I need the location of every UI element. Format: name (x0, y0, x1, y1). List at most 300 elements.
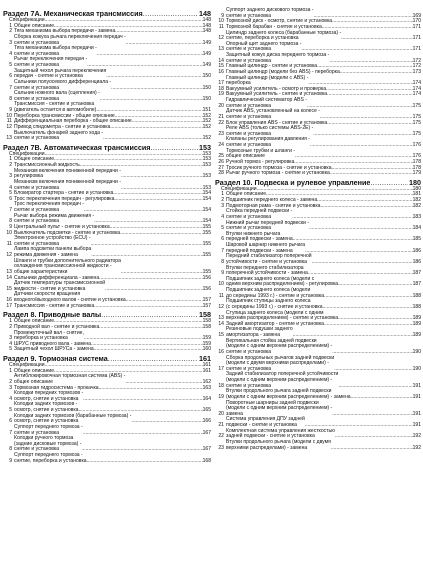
entry-number: 12 (6, 252, 12, 258)
entry-title: Передний стабилизатор поперечной устойчивости - снятие и установка (226, 253, 312, 265)
entry-title: Вертикальная стойка задней подвески (модели с одним верхним распределением) - снятие и установка (226, 337, 333, 355)
leader-dots (313, 132, 412, 138)
entry-number: 6 (9, 418, 12, 425)
entry-title: Колодки задних тормозов (барабанные тормоза) - осмотр, снятие и установка (14, 412, 132, 425)
entry-number: 1 (9, 367, 12, 374)
entry-title: Общее описание (226, 191, 267, 198)
entry-title: Защитный чехол ШРУСа - замена (14, 346, 94, 353)
entry-number: 7 (9, 207, 12, 213)
entry-title: Шаровой шарнир нижнего рычага передней подвески - замена (226, 242, 306, 254)
entry-page: 192 (412, 433, 421, 440)
toc-entry (3, 402, 211, 413)
entry-title: Тормозной барабан - снятие и установка (226, 23, 322, 30)
entry-page: 155 (202, 240, 211, 247)
entry-title: Рычаг переключения передач - снятие и установка (14, 56, 88, 68)
entry-page: 190 (412, 348, 421, 355)
section-title: Раздел 10. Подвеска и рулевое управление (215, 177, 371, 187)
entry-number: 4 (221, 213, 224, 220)
entry-number: 13 (218, 46, 224, 53)
entry-page: 153 (202, 173, 211, 180)
toc-entry (3, 304, 211, 310)
leader-dots (83, 431, 203, 437)
section-title: Раздел 7B. Автоматическая трансмиссия (3, 142, 151, 152)
leader-dots (310, 143, 413, 149)
entry-title: Цилиндр заднего колеса (барабанные тормоза) - снятие, переборка и установка (226, 29, 342, 42)
entry-number: 3 (9, 39, 12, 46)
leader-dots (115, 29, 202, 35)
entry-number: 8 (221, 258, 224, 265)
toc-entry (215, 137, 421, 148)
entry-title: Сальники полуосевого дифференциала - снятие и установка (14, 78, 112, 91)
toc-entry (215, 401, 421, 418)
entry-title: Главный цилиндр - снятие и установка (226, 63, 318, 70)
entry-title: Промежуточный вал - снятие, переборка и установка (14, 329, 84, 342)
entry-page: 189 (412, 320, 421, 327)
leader-dots (83, 397, 202, 403)
section-page: 161 (199, 354, 211, 363)
leader-dots (99, 276, 202, 282)
entry-title: Общее описание (14, 156, 55, 163)
entry-number: 17 (218, 365, 224, 372)
entry-page: 148 (202, 22, 211, 29)
leader-dots (334, 367, 412, 373)
entry-number: 6 (9, 73, 12, 80)
leader-dots (324, 322, 413, 328)
entry-title: Колодки передних тормозов - осмотр, снятие и установка (14, 390, 84, 402)
toc-entry (215, 356, 421, 373)
entry-title: Трос переключения передач - регулировка (14, 195, 115, 202)
entry-page: 187 (412, 281, 421, 288)
entry-number: 5 (221, 225, 224, 232)
entry-title: Сальники дифференциала - замена (14, 274, 100, 281)
entry-title: Тяга механизма выбора передачи - снятие и установка (14, 45, 97, 57)
entry-number: 7 (9, 429, 12, 436)
entry-number: 23 (218, 130, 224, 137)
entry-title: Рычаг выбора режима движения - снятие и установка (14, 212, 95, 225)
leader-dots (341, 36, 412, 42)
entry-page: 175 (412, 119, 421, 126)
toc-entry (3, 202, 211, 213)
entry-page: 158 (202, 323, 211, 330)
entry-page: 191 (412, 382, 421, 389)
entry-title: Трансмиссия - снятие и установка (14, 302, 95, 309)
entry-title: Сальник ножного вала (сцепления) - снятие и установка (14, 90, 100, 102)
entry-number: 24 (218, 142, 224, 148)
entry-number: 11 (218, 292, 224, 299)
leader-dots (332, 412, 412, 418)
entry-title: Общее описание (14, 367, 55, 374)
entry-number: 19 (218, 393, 224, 400)
leader-dots (94, 304, 202, 310)
leader-dots (108, 354, 198, 363)
entry-page: 155 (202, 252, 211, 258)
entry-title: Механизм включения пониженной передачи - регулировка (14, 167, 121, 180)
leader-dots (120, 231, 202, 237)
entry-number: 13 (218, 315, 224, 322)
entry-page: 149 (202, 62, 211, 68)
leader-dots (305, 249, 412, 255)
entry-page: 150 (202, 95, 211, 102)
entry-title: Тормозной диск - осмотр, снятие и установка (226, 18, 333, 25)
entry-page: 186 (412, 258, 421, 265)
entry-page: 155 (202, 229, 211, 236)
entry-page: 152 (202, 123, 211, 130)
leader-dots (114, 197, 202, 203)
entry-number: 2 (221, 197, 224, 203)
entry-number: 2 (9, 162, 12, 168)
entry-number: 10 (6, 112, 12, 119)
entry-number: 3 (9, 384, 12, 391)
leader-dots (103, 136, 203, 142)
entry-page: 162 (202, 378, 211, 385)
entry-title: Подмоторная рама - снятие и установка (226, 202, 321, 209)
section-title: Раздел 7A. Механическая трансмиссия (3, 9, 143, 18)
entry-page: 157 (202, 297, 211, 303)
entry-page: 178 (412, 158, 421, 165)
toc-entry (3, 247, 211, 258)
entry-number: 1 (221, 191, 224, 198)
entry-number: 3 (9, 173, 12, 180)
toc-left-column (3, 8, 211, 464)
entry-number: 16 (6, 297, 12, 303)
entry-page: 161 (202, 362, 211, 368)
entry-number: 8 (9, 218, 12, 225)
entry-title: Ручной тормоз - регулировка (226, 158, 295, 165)
entry-number: 2 (9, 323, 12, 330)
entry-number: 25 (218, 153, 224, 160)
entry-title: Трансмиссионный жидкость (14, 162, 80, 168)
entry-page: 150 (202, 73, 211, 80)
leader-dots (110, 125, 202, 131)
entry-title: Опорный щит заднего тормоза - снятие и установка (226, 40, 302, 53)
entry-number: 1 (9, 22, 12, 29)
entry-title: Трос переключения передач - снятие и установка (14, 201, 84, 213)
entry-page: 184 (412, 225, 421, 232)
leader-dots (331, 446, 413, 452)
entry-page: 161 (202, 367, 211, 374)
entry-number: 17 (6, 302, 12, 309)
entry-title: Сборка продольных рычагов задней подвески (модели с двумя верхними распределами) - снятие и установка (226, 354, 335, 372)
toc-entry (3, 57, 211, 68)
entry-page: 189 (412, 332, 421, 338)
entry-page: 156 (202, 274, 211, 281)
entry-number: 22 (218, 119, 224, 126)
toc-entry (3, 259, 211, 276)
leader-dots (131, 419, 202, 425)
entry-title: Тяга механизма выбора передачи - замена (14, 28, 116, 35)
entry-page: 156 (202, 285, 211, 292)
toc-entry (3, 347, 211, 353)
entry-page: 176 (412, 142, 421, 148)
entry-number: 5 (9, 346, 12, 353)
entry-page: 153 (202, 162, 211, 168)
entry-number: 16 (218, 68, 224, 75)
leader-dots (351, 395, 413, 401)
entry-number: 6 (221, 236, 224, 243)
section-page: 158 (199, 310, 211, 320)
toc-entry (3, 131, 211, 142)
entry-page: 155 (202, 223, 211, 230)
entry-title: Выключатель фонарей заднего хода - снятие и установка (14, 129, 104, 142)
entry-title: Задний амортизатор - снятие и установка (226, 320, 324, 327)
entry-page: 164 (202, 395, 211, 402)
leader-dots (327, 121, 412, 127)
leader-dots (97, 52, 203, 58)
entry-number: 7 (221, 247, 224, 254)
leader-dots (327, 92, 412, 98)
entry-number: 14 (218, 320, 224, 327)
entry-number: 11 (6, 118, 12, 125)
entry-page: 175 (412, 113, 421, 120)
entry-page: 169 (412, 12, 421, 19)
entry-title: Задний стабилизатор поперечной устойчивости (модели с одним верхним распределением) - снятие и установка (226, 371, 339, 389)
entry-page: 159 (202, 340, 211, 347)
entry-page: 159 (202, 335, 211, 342)
entry-page: 175 (412, 102, 421, 109)
entry-title: Датчик ABS, установленный на колесе - снятие и установка (226, 108, 320, 120)
entry-page: 171 (412, 46, 421, 53)
entry-page: 150 (202, 84, 211, 91)
leader-dots (99, 386, 203, 392)
entry-number: 2 (9, 28, 12, 35)
entry-title: Сборка кожуха рычага переключения передач - снятие и установка (14, 33, 126, 46)
entry-number: 1 (9, 156, 12, 163)
entry-title: ШРУС приводного вала - замена (14, 340, 91, 347)
entry-title: Подшипник ступицы заднего колеса (с середины 1993 г.) - снятие и установка (226, 298, 323, 310)
leader-dots (84, 208, 203, 214)
entry-number: 15 (218, 332, 224, 338)
toc-entry (215, 440, 421, 451)
entry-page: 181 (412, 191, 421, 198)
leader-dots (143, 9, 198, 18)
entry-title: Подшипник переднего колеса - замена (226, 197, 318, 203)
entry-title: Общее описание (14, 22, 55, 29)
entry-page: 172 (412, 63, 421, 70)
leader-dots (91, 242, 203, 248)
entry-title: Главный цилиндр (модели с ABS) - переборка (226, 74, 309, 87)
entry-number: 5 (9, 190, 12, 197)
entry-title: Стойка передней подвески - снятие и установка (226, 208, 293, 220)
toc-entry (215, 109, 421, 120)
entry-title: Втулки продольного рычага (модели с двумя верхними распределами) - замена (226, 438, 331, 451)
entry-page: 183 (412, 213, 421, 220)
entry-title: Рычаг ручного тормоза - снятие и установка (226, 170, 330, 177)
leader-dots (293, 237, 413, 243)
entry-number: 13 (6, 268, 12, 275)
entry-number: 8 (9, 95, 12, 102)
leader-dots (99, 325, 202, 331)
leader-dots (340, 70, 413, 76)
entry-title: Поворотные шарниры задней подвески (модели с одним верхним распределением) - замена (226, 399, 333, 417)
toc-entry (3, 102, 211, 113)
entry-page: 171 (412, 23, 421, 30)
entry-page: 171 (412, 35, 421, 42)
entry-number: 4 (9, 395, 12, 402)
entry-number: 9 (221, 270, 224, 277)
entry-number: 4 (9, 50, 12, 57)
entry-number: 5 (9, 62, 12, 68)
leader-dots (370, 178, 408, 187)
entry-title: Защитный чехол рычага переключения передач - снятие и установка (14, 67, 107, 80)
entry-page: 175 (412, 130, 421, 137)
toc-entry (3, 436, 211, 453)
leader-dots (324, 294, 413, 300)
entry-title: Трансмиссия - снятие и установка (двигатель остается в автомобиле) (14, 101, 97, 113)
entry-page: 153 (202, 156, 211, 163)
entry-page: 149 (202, 50, 211, 57)
entry-title: Датчики скорости вращения входного/выходного валов - снятие и установка (14, 291, 126, 303)
entry-number: 21 (218, 422, 224, 428)
entry-title: Колодки ручного тормоза (задние дисковые тормоза) - снятие и установка (14, 435, 82, 453)
entry-title: Система управления ДПУ задней подвески - снятие и установка (226, 416, 305, 428)
entry-title: Общее описание (14, 318, 55, 325)
entry-title: Подшипник заднего колеса (модели с одним верхним распределением) - регулировка (226, 275, 339, 288)
leader-dots (151, 143, 198, 152)
entry-number: 15 (6, 285, 12, 292)
toc-entry (215, 209, 421, 220)
entry-title: Суппорт переднего тормоза - снятие и установка (14, 423, 83, 436)
entry-page: 149 (202, 39, 211, 46)
entry-title: Выключатель подсветки - снятие и установка (14, 229, 121, 236)
toc-entry (215, 417, 421, 428)
toc-entry (215, 389, 421, 400)
leader-dots (81, 447, 202, 453)
entry-number: 22 (218, 433, 224, 440)
entry-number: 27 (218, 164, 224, 171)
leader-dots (307, 104, 413, 110)
entry-number: 4 (9, 340, 12, 347)
entry-title: Привод спидометра - снятие и установка (14, 123, 111, 130)
entry-number: 26 (218, 158, 224, 165)
entry-page: 158 (202, 318, 211, 325)
entry-title: Блок управления ABS - снятие и установка (226, 119, 328, 126)
section-page: 180 (409, 177, 421, 187)
entry-title: Втулки переднего стабилизатора поперечной устойчивости - замена (226, 264, 308, 277)
entry-number: 18 (218, 382, 224, 389)
toc-entry (3, 453, 211, 464)
entry-page: 154 (202, 218, 211, 225)
entry-number: 13 (6, 135, 12, 142)
entry-title: Блокиратор стартера - снятие и установка (14, 190, 114, 197)
entry-title: Главный цилиндр (модели без ABS) - переборка (226, 68, 340, 75)
toc-entry (215, 372, 421, 389)
entry-page: 172 (412, 57, 421, 64)
entry-number: 18 (218, 85, 224, 92)
entry-title: Шланги и трубки дополнительного радиатора охлаждения трансмиссионной жидкости - общие характеристики (14, 257, 121, 275)
leader-dots (309, 226, 413, 232)
entry-page: 188 (412, 292, 421, 299)
toc-entry (215, 171, 421, 177)
entry-page: 170 (412, 18, 421, 25)
entry-number: 19 (218, 91, 224, 98)
entry-page: 191 (412, 410, 421, 417)
entry-title: Нижний рычаг передней подвески - снятие и установка (226, 219, 310, 232)
entry-number: 8 (9, 446, 12, 453)
entry-page: 160 (202, 346, 211, 353)
entry-title: Тормозные трубки и шланги - общее описание (226, 147, 295, 160)
entry-page: 179 (412, 170, 421, 177)
entry-page: 188 (412, 303, 421, 310)
entry-page: 152 (202, 112, 211, 119)
entry-page: 185 (412, 236, 421, 243)
entry-page: 187 (412, 270, 421, 277)
entry-page: 166 (202, 418, 211, 425)
entry-number: 16 (218, 348, 224, 355)
entry-number: 11 (218, 23, 224, 30)
entry-page: 189 (412, 315, 421, 322)
entry-title: Антиблокировочная тормозная система (ABS) - общее описание (14, 373, 126, 385)
entry-page: 148 (202, 17, 211, 23)
leader-dots (332, 350, 412, 356)
entry-number: 12 (6, 123, 12, 130)
entry-title: Суппорт заднего дискового тормоза - снятие и установка (226, 7, 314, 19)
entry-number: 23 (218, 444, 224, 451)
entry-page: 165 (202, 407, 211, 413)
entry-number: 3 (9, 335, 12, 342)
entry-page: 180 (412, 185, 421, 192)
entry-page: 157 (202, 302, 211, 309)
entry-page: 182 (412, 202, 421, 209)
entry-number: 10 (218, 18, 224, 25)
toc-entry (3, 374, 211, 385)
entry-number: 1 (9, 318, 12, 325)
entry-title: Втулки нижнего рычага передней подвески - замена (226, 230, 293, 243)
entry-page: 186 (412, 247, 421, 254)
entry-page: 192 (412, 444, 421, 451)
entry-title: Защитный кожух диска переднего тормоза - снятие и установка (226, 52, 330, 64)
entry-number: 9 (9, 223, 12, 230)
entry-page: 154 (202, 195, 211, 202)
entry-number: 11 (6, 240, 12, 247)
toc-entry (215, 299, 421, 310)
leader-dots (312, 260, 413, 266)
entry-title: Спецификации (221, 185, 257, 192)
entry-title: Лампа подсветки панели выбора режима движения - замена (14, 246, 92, 258)
section-page: 153 (199, 142, 211, 152)
entry-title: Вакуумный усилитель - снятие и установка (226, 91, 328, 98)
entry-number: 3 (221, 202, 224, 209)
entry-number: 15 (218, 63, 224, 70)
leader-dots (87, 459, 203, 465)
entry-number: 28 (218, 170, 224, 177)
leader-dots (320, 204, 412, 210)
entry-title: Вакуумный усилитель - осмотр и проверка (226, 85, 327, 92)
entry-page: 152 (202, 118, 211, 125)
leader-dots (335, 434, 413, 440)
leader-dots (106, 74, 202, 80)
entry-title: Комплектная система управления жесткостью задней подвески - снятие и установка (226, 427, 335, 440)
entry-page: 178 (412, 164, 421, 171)
entry-page: 174 (412, 91, 421, 98)
entry-page: 154 (202, 207, 211, 213)
entry-number: 9 (9, 107, 12, 113)
leader-dots (292, 215, 412, 221)
entry-title: Центральный пульт - снятие и установка (14, 223, 110, 230)
leader-dots (330, 171, 413, 177)
entry-number: 12 (218, 35, 224, 42)
entry-page: 182 (412, 197, 421, 203)
toc-entry (215, 339, 421, 356)
entry-title: Клапаны регулирования давления - снятие и установка (226, 136, 310, 148)
entry-title: Дифференциальная переборка - общее описание (14, 118, 132, 125)
entry-title: Спецификации (9, 17, 45, 23)
entry-title: Втулки продольного рычага задней подвески (модели с одним верхним распределением) - замена (226, 388, 351, 400)
leader-dots (101, 310, 198, 319)
leader-dots (111, 86, 202, 92)
entry-number: 2 (9, 378, 12, 385)
entry-title: Переборка трансмиссии - общие описание (14, 112, 115, 119)
entry-number: 9 (221, 12, 224, 19)
